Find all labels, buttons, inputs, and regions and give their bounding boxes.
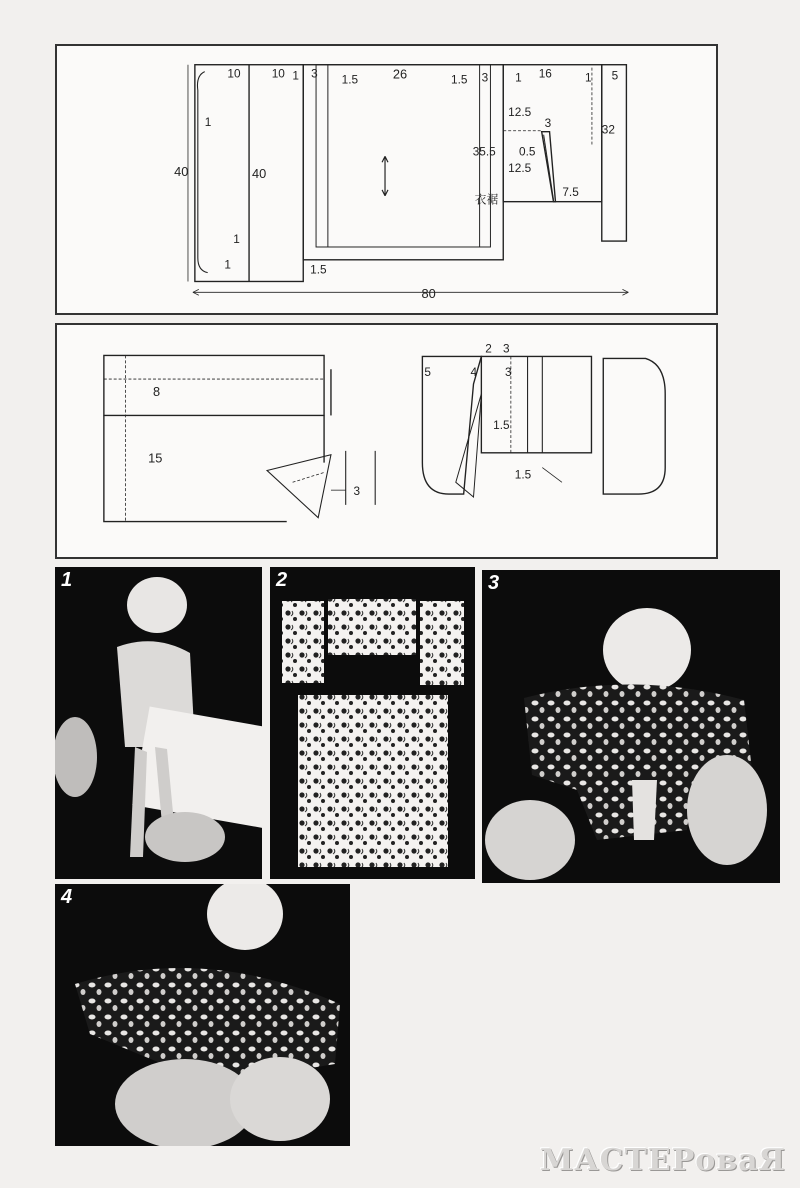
dim-32: 32 [601,122,615,137]
cjk-hem-label: 衣裾 [474,192,499,207]
dim-3a: 3 [311,66,318,81]
dim-4: 4 [470,366,478,380]
step-number-3: 3 [488,572,500,594]
dim-16: 16 [538,66,552,81]
dim-5a: 5 [611,68,619,83]
dim-1a: 1 [292,68,299,83]
step-number-4: 4 [61,886,73,908]
dim-35-5: 35.5 [472,144,496,159]
doll-jacket-front-image [482,570,780,883]
watermark-logo: МАСТЕРоваЯ [539,1143,786,1178]
dim-26: 26 [392,66,408,82]
pattern-diagram [55,44,718,315]
step-photo-4 [55,884,350,1146]
step-photo-1 [55,567,262,879]
dim-1c: 1 [585,70,592,85]
dim-40b: 40 [252,166,267,182]
dim-40a: 40 [174,164,189,180]
dim-7-5: 7.5 [562,184,579,199]
dim-15: 15 [148,450,163,466]
assembly-drawing [57,325,716,557]
dim-1-5b: 1.5 [451,72,468,87]
step-number-1: 1 [61,569,73,591]
dim-1-5c: 1.5 [310,262,327,277]
dim-12-5b: 12.5 [508,161,532,176]
dim-5: 5 [424,366,431,380]
dim-1-5b: 1.5 [514,468,532,482]
dim-0-5: 0.5 [519,144,536,159]
dim-3c: 3 [544,115,552,130]
dim-2: 2 [485,342,492,356]
doll-stuffing-image [55,567,262,879]
dim-8: 8 [153,383,161,399]
dim-3b: 3 [481,70,489,85]
dim-1-5a: 1.5 [341,72,359,87]
pattern-drawing [57,46,716,313]
dim-1-5a: 1.5 [493,419,510,433]
dim-10a: 10 [227,66,241,81]
dim-10b: 10 [271,66,285,81]
step-photo-3 [482,570,780,883]
dim-80: 80 [421,286,436,302]
dim-3c: 3 [504,366,512,380]
dim-3b: 3 [502,342,510,356]
dim-3: 3 [353,485,361,499]
doll-jacket-adjust-image [55,884,350,1146]
dim-1d: 1 [204,114,212,129]
dim-12-5a: 12.5 [508,104,532,119]
dim-1b: 1 [515,70,522,85]
dim-1f: 1 [224,257,232,272]
step-number-2: 2 [276,569,288,591]
assembly-diagram [55,323,718,559]
dim-1e: 1 [233,232,240,247]
fabric-pieces-image [270,567,475,879]
step-photo-2 [270,567,475,879]
